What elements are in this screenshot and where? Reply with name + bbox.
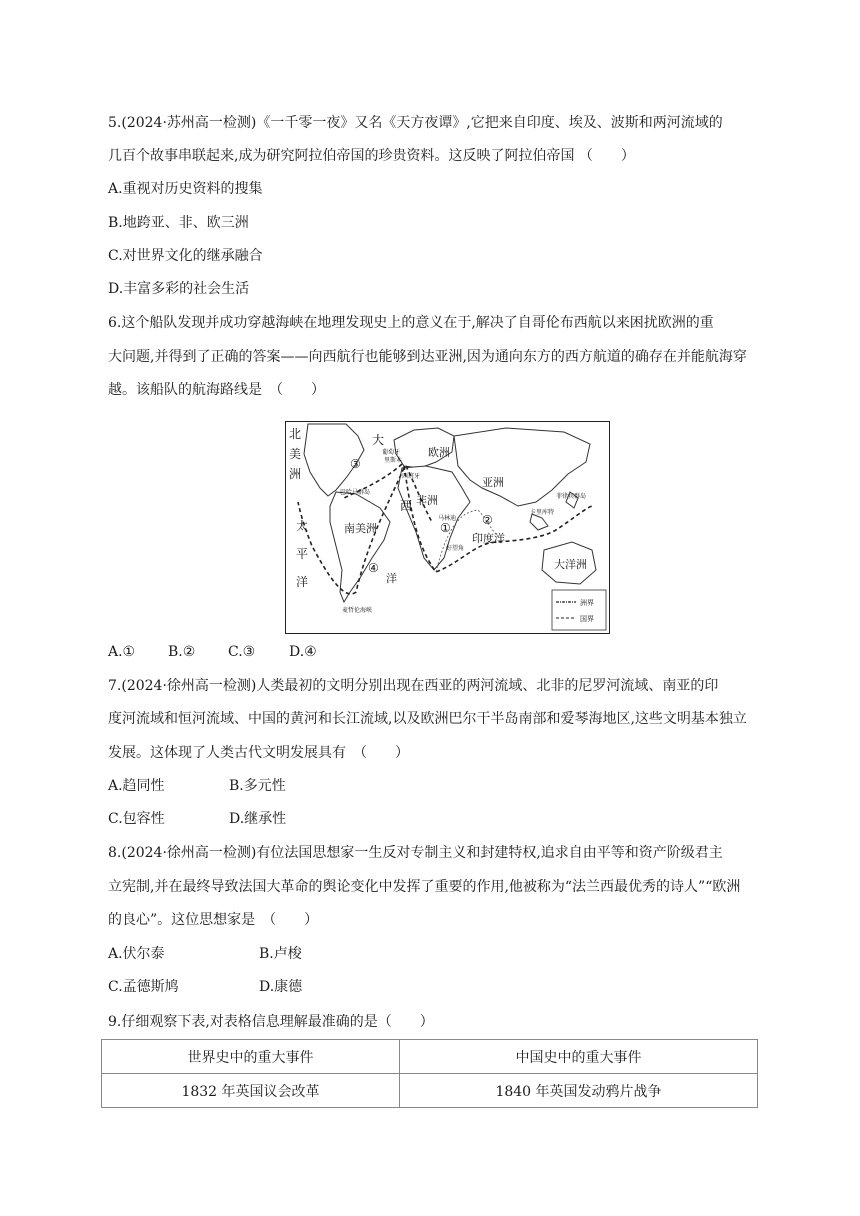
table-cell-world: 1832 年英国议会改革 (102, 1074, 400, 1108)
events-table (101, 1039, 758, 1108)
table-header-world: 世界史中的重大事件 (102, 1040, 400, 1074)
label-good-hope: 好望角 (446, 545, 465, 552)
label-africa: 非洲 (416, 494, 438, 507)
q6-option-b: B.② (168, 644, 196, 660)
south-america-shape (330, 492, 390, 602)
q6-option-d: D.④ (289, 644, 317, 660)
q8-line-1: 8.(2024·徐州高一检测)有位法国思想家一生反对专制主义和封建特权,追求自由平等和资产阶级君主 (108, 845, 723, 861)
q6-line-3: 越。该船队的航海路线是 （ ） (108, 382, 325, 398)
q8-line-3: 的良心”。这位思想家是 （ ） (108, 912, 319, 928)
label-oceania: 大洋洲 (554, 558, 587, 571)
map-legend (552, 590, 606, 630)
q8-line-2: 立宪制,并在最终导致法国大革命的舆论变化中发挥了重要的作用,他被称为“法兰西最优秀的诗人”“欧洲 (108, 879, 741, 895)
africa-shape (398, 466, 470, 570)
label-europe: 欧洲 (428, 446, 450, 459)
label-north-america-2: 美 (289, 447, 302, 461)
voyage-route-map (285, 421, 610, 634)
q5-line-2: 几百个故事串联起来,成为研究阿拉伯帝国的珍贵资料。这反映了阿拉伯帝国 （ ） (108, 148, 635, 164)
q5-option-a: A.重视对历史资料的搜集 (108, 181, 263, 197)
q8-option-b: B.卢梭 (259, 946, 302, 962)
q8-option-c: C.孟德斯鸠 (108, 979, 179, 995)
q7-line-3: 发展。这体现了人类古代文明发展具有 （ ） (108, 745, 409, 761)
legend-country-border: 国界 (580, 615, 594, 623)
label-lisbon: 里斯本 (384, 457, 403, 464)
q5-option-c: C.对世界文化的继承融合 (108, 248, 263, 264)
label-calicut: 卡里库特 (530, 509, 555, 516)
table-header-china: 中国史中的重大事件 (400, 1040, 758, 1074)
q7-option-b: B.多元性 (229, 778, 286, 794)
legend-continent-border: 洲界 (580, 599, 594, 607)
q5-option-d: D.丰富多彩的社会生活 (108, 281, 250, 297)
label-asia: 亚洲 (482, 476, 504, 489)
label-north-america-3: 洲 (289, 467, 302, 481)
table-header-row (102, 1040, 758, 1074)
q8-option-d: D.康德 (259, 979, 303, 995)
label-magellan: 麦哲伦海峡 (342, 607, 373, 614)
label-portugal: 葡萄牙 (382, 449, 401, 456)
table-cell-china: 1840 年英国发动鸦片战争 (400, 1074, 758, 1108)
label-spain: 西班牙 (402, 473, 421, 480)
q5-line-1: 5.(2024·苏州高一检测)《一千零一夜》又名《天方夜谭》,它把来自印度、埃及、波斯和两河流域的 (108, 115, 723, 131)
label-malindi: 马林迪 (438, 515, 457, 522)
q9-line-1: 9.仔细观察下表,对表格信息理解最准确的是（ ） (108, 1014, 434, 1030)
label-indian-ocean: 印度洋 (472, 532, 505, 545)
q5-option-b: B.地跨亚、非、欧三洲 (108, 215, 249, 231)
label-south-america: 南美洲 (344, 522, 377, 535)
label-north-america-1: 北 (289, 427, 302, 441)
route-1-label: ① (440, 521, 451, 535)
q7-option-c: C.包容性 (108, 811, 165, 827)
route-3-label: ③ (350, 457, 361, 471)
q7-option-d: D.继承性 (229, 811, 287, 827)
label-pacific-2: 平 (296, 547, 309, 561)
label-pacific-1: 太 (296, 519, 309, 533)
label-yang: 洋 (386, 572, 397, 585)
q8-option-a: A.伏尔泰 (108, 946, 165, 962)
label-pacific-3: 洋 (296, 575, 309, 589)
q7-line-2: 度河流域和恒河流域、中国的黄河和长江流域,以及欧洲巴尔干半岛南部和爱琴海地区,这些文明基本独立 (108, 711, 747, 727)
q6-line-1: 6.这个船队发现并成功穿越海峡在地理发现史上的意义在于,解决了自哥伦布西航以来困扰欧洲的重 (108, 315, 714, 331)
label-bahamas: 巴哈马群岛 (340, 489, 371, 496)
q6-option-c: C.③ (228, 644, 256, 660)
label-philippines: 菲律宾群岛 (556, 493, 587, 500)
table-row (102, 1074, 758, 1108)
route-2-label: ② (482, 513, 493, 527)
q7-line-1: 7.(2024·徐州高一检测)人类最初的文明分别出现在西亚的两河流域、北非的尼罗河流域、南亚的印 (108, 678, 719, 694)
route-4-label: ④ (368, 561, 379, 575)
q6-option-a: A.① (108, 644, 136, 660)
q7-option-a: A.趋同性 (108, 778, 165, 794)
q6-line-2: 大问题,并得到了正确的答案——向西航行也能够到达亚洲,因为通向东方的西方航道的确存在并能航海穿 (108, 349, 747, 365)
label-xi: 西 (400, 499, 413, 513)
label-da: 大 (372, 433, 385, 447)
